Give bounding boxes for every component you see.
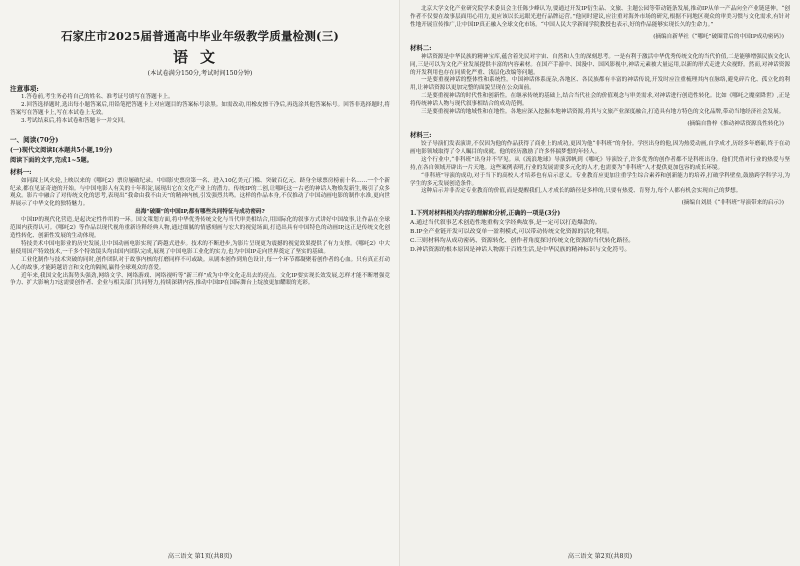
paragraph: “非科班”导演的成功,对于当下的高校人才培养也有启示意义。专业教育应更加注重学生综合素养和创新能力的培养,打破学科壁垒,鼓励跨学科学习,为学生的多元发展创造条件。: [410, 172, 790, 187]
exam-info: (本试卷满分150分,考试时间150分钟): [147, 70, 253, 77]
note-item: 3.考试结束后,将本试卷和答题卡一并交回。: [21, 117, 129, 124]
source-citation: (摘编自刘晨《“非科班”导演带来的启示》): [681, 200, 784, 207]
notes-heading: 注意事项:: [10, 85, 39, 93]
instruction: 阅读下面的文字,完成1~5题。: [10, 156, 93, 164]
subject-title: 语文: [172, 48, 227, 66]
material-2-label: 材料二:: [410, 43, 432, 52]
paragraph: 一是要重视神话的整体性和系统性。中国神话体系庞杂,各地区、各民族都有丰富的神话传说,开发时应注重梳理其内在脉络,避免碎片化、孤立化的利用,让神话资源以更加完整的面貌呈现在公众面前。: [410, 77, 790, 92]
subsection-heading: (一)现代文阅读Ⅰ(本题共5小题,19分): [10, 146, 113, 154]
paragraph: 二是要重视神话的时代性和创新性。在继承传统的基础上,结合当代社会的价值观念与审美需求,对神话进行创造性转化。比如《哪吒之魔童降世》,正是将传统神话人物与现代叙事相结合的成功范例。: [410, 93, 790, 108]
paragraph: 神话资源是中华民族的精神宝库,蕴含着先民对宇宙、自然和人生的深刻思考。一是有利于激活中华优秀传统文化的当代价值,二是能够增强民族文化认同,三是可以为文化产业发展提供丰富的内容素材。在国产手游中、国漫中、国风影视中,神话元素被大量运用,以新的形式走进大众视野。然而,对神话资源的开发利用也存在同质化严重、浅层化改编等问题。: [410, 53, 790, 76]
note-item: 2.回答选择题时,选出每小题答案后,用铅笔把答题卡上对应题目的答案标号涂黑。如需改动,用橡皮擦干净后,再选涂其他答案标号。回答非选择题时,将答案写在答题卡上,写在本试卷上无效。: [10, 101, 390, 116]
question-option-d: D.神话资源的根本原因是神话人物源于百姓生活,是中华民族的精神标识与文化符号。: [410, 247, 631, 254]
paragraph: 特技美术中国电影业的历史发展,让中国动画电影实现了跨越式进步。技术的不断进步,为影片呈现更为震撼的视觉效果提供了有力支撑。《哪吒2》中大量使用国产特效技术,一千多个特效镜头均由国内团队完成,展现了中国电影工业化的实力,也为中国IP走向世界奠定了坚实的基础。: [10, 240, 390, 255]
note-item: 1.答卷前,考生务必将自己的姓名、准考证号填写在答题卡上。: [21, 94, 174, 100]
paragraph: 这个行业中,“非科班”出身并不罕见。从《流浪地球》导演郭帆到《哪吒》导演饺子,许多优秀的创作者都不是科班出身。他们凭借对行业的热爱与坚持,在各自领域开辟出一片天地。这些案例表明,行业的发展需要多元化的人才,也需要为“非科班”人才提供更加包容的成长环境。: [410, 156, 790, 171]
subheading: 出海“破圈”的中国IP,都有哪些共同特征与成功密码?: [135, 209, 265, 216]
source-citation: (摘编自鲁梓《推动神话资源良性转化》): [687, 120, 784, 127]
paragraph: 三是要重视神话的地域性和在地性。各地应深入挖掘本地神话资源,将其与文旅产业深度融合,打造具有地方特色的文化品牌,带动当地经济社会发展。: [421, 109, 785, 116]
question-option-c: C.三则材料均从成功密码、资源转化、创作者角度探讨传统文化资源的当代转化路径。: [410, 238, 635, 245]
exam-title: 石家庄市2025届普通高中毕业年级教学质量检测(三): [60, 29, 340, 43]
page-footer: 高三语文 第2页(共8页): [567, 553, 633, 560]
page-2: [400, 0, 800, 566]
section-heading: 一、阅读(70分): [10, 135, 59, 144]
paragraph: 这种启示并非否定专业教育的价值,而是提醒我们,人才成长的路径是多样的,只要有热爱、肯努力,每个人都有机会实现自己的梦想。: [421, 188, 742, 195]
page-footer: 高三语文 第1页(共8页): [167, 553, 233, 560]
paragraph: 工业化制作与技术突破的同时,创作团队对于故事内核的打磨同样不可或缺。从剧本创作到角色设计,每一个环节都凝聚着创作者的心血。只有真正打动人心的故事,才能跨越语言和文化的隔阂,赢得全球观众的喜爱。: [10, 256, 390, 271]
material-3-label: 材料三:: [410, 130, 432, 139]
paragraph: 中国IP的现代化营造,是起决定性作用的一环。国文策划方面,将中华优秀传统文化与当代审美相结合,用国际化的叙事方式讲好中国故事,让作品在全球范围内获得认可。《哪吒2》等作品以现代视角重新诠释经典人物,通过细腻的情感刻画与宏大的视觉场面,打造出具有中国特色的动画IP,这正是传统文化创造性转化、创新性发展的生动体现。: [10, 217, 390, 239]
source-citation: (摘编自新华社《“哪吒”破圈背后的中国IP成功密码》): [653, 33, 784, 40]
question-1: 1.下列对材料相关内容的理解和分析,正确的一项是(3分): [410, 210, 561, 218]
paragraph: 北京大学文化产业研究院学术委员会主任陈少峰认为,要通过开发IP衍生品、文旅、主题公园等带动链条发展,推动IP从单一产品向全产业链延伸。“创作者不仅要在故事层面用心用力,更应该以长远眼光进行品牌运营。”他同时建议,应注重对海外市场的研究,根据不同地区观众的审美习惯与文化需求,有针对性地开展宣传推广,让中国IP真正融入全球文化市场。“中国人民大学新闻学院教授也表示,好的作品能够实现长久的生命力。”: [410, 6, 790, 28]
paragraph: 如同踩上风火轮,上映以来的《哪吒2》票房屡破纪录。中国影史票房第一名、进入10亿美元门槛、突破百亿元、跻身全球票房榜前十名……一个个新纪录,都在见证奇迹的开始。与中国电影人有关的十年积淀,展现出它在文化产业上的潜力。传统IP的二创,让哪吒这一古老的神话人物焕发新生,吸引了众多观众。影片中融合了对传统文化的思考,表现出“我命由我不由天”的精神内核,引发强烈共鸣。这样的作品本身,不仅推动了中国动画电影的制作水准,更向世界展示了中华文化的独特魅力。: [10, 177, 390, 208]
question-option-b: B.IP全产业链开发可以改变单一盈利模式,可以带动传统文化资源的活化利用。: [410, 228, 613, 235]
question-option-a: A.通过当代叙事艺术创造性地重构文学经典故事,是一定可以打造爆款的。: [410, 219, 601, 226]
paragraph: 近年来,我国文化出海势头强劲,网络文学、网络游戏、网络视听等“新三样”成为中华文化走出去的亮点。文化IP要实现长效发展,怎样才能不断增强竞争力、扩大影响力?这需要创作者、企业与相关部门共同努力,持续深耕内容,推动中国IP在国际舞台上绽放更加耀眼的光彩。: [10, 272, 390, 287]
paragraph: 饺子导演们发表演讲,不仅因为他的作品获得了商业上的成功,更因为他“非科班”的身份。学医出身的他,因为热爱动画,自学成才,历经多年磨砺,终于在动画电影领域取得了令人瞩目的成就。他的经历激励了许多怀揣梦想的年轻人。: [410, 140, 790, 155]
material-1-label: 材料一:: [10, 167, 32, 176]
